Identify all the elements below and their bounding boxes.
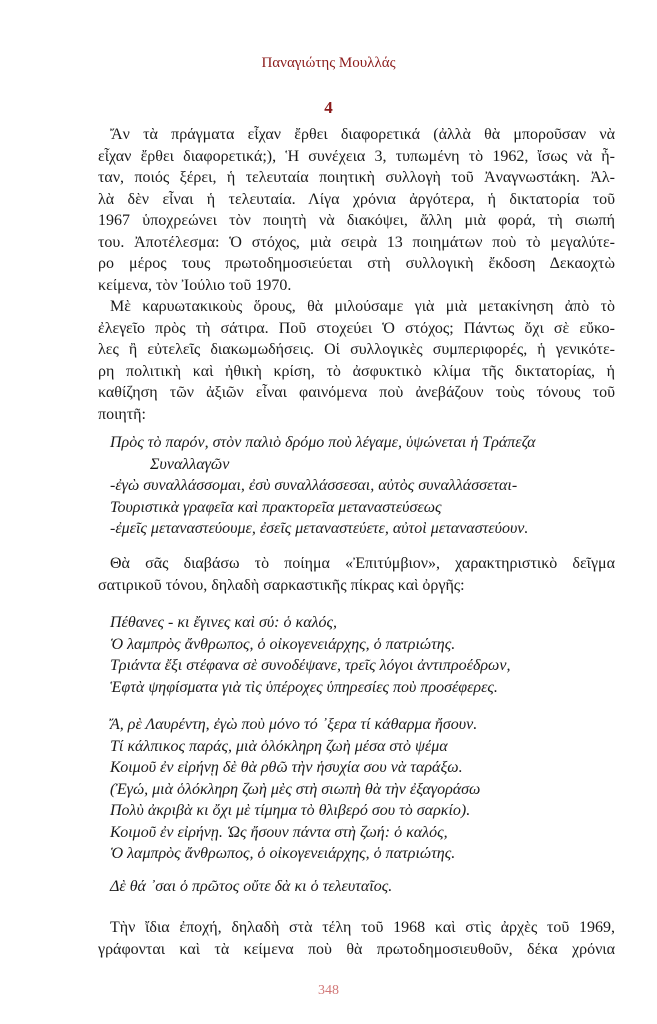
- text-line: λὰ δὲν εἶναι ἡ τελευταία. Λίγα χρόνια ἀργότερα, ἡ δικτατορία τοῦ: [98, 190, 615, 208]
- quoted-poem-epitymvion-stanza-2: [110, 714, 615, 865]
- running-head: Παναγιώτης Μουλλάς: [261, 55, 396, 71]
- quoted-poem-epitymvion-stanza-3: [110, 876, 615, 898]
- section-number: 4: [324, 98, 333, 117]
- text-line: ἐλεγεῖο πρὸς τὴ σάτιρα. Ποῦ στοχεύει Ὁ στόχος; Πάντως ὄχι σὲ εὔκο-: [98, 319, 615, 337]
- poem-line: Ὁ λαμπρὸς ἄνθρωπος, ὁ οἰκογενειάρχης, ὁ πατριώτης.: [110, 845, 456, 862]
- poem-line: (Ἐγώ, μιὰ ὁλόκληρη ζωὴ μὲς στὴ σιωπὴ θὰ τὴν ἐξαγοράσω: [110, 780, 481, 798]
- quoted-poem-epitymvion-stanza-1: [110, 612, 615, 698]
- poem-line: Ὁ λαμπρὸς ἄνθρωπος, ὁ οἰκογενειάρχης, ὁ πατριώτης.: [110, 635, 456, 653]
- paragraph-4: [98, 917, 615, 960]
- text-line: του. Ἀποτέλεσμα: Ὁ στόχος, μιὰ σειρὰ 13 ποιημάτων ποὺ τὸ μεγαλύτε-: [98, 233, 615, 251]
- text-line: ποιητῆ:: [98, 405, 146, 423]
- text-line: ταν, ποιός ξέρει, ἡ τελευταία ποιητικὴ συλλογὴ τοῦ Ἀναγνωστάκη. Ἀλ-: [98, 169, 615, 186]
- text-line: Ἄν τὰ πράγματα εἶχαν ἔρθει διαφορετικά (ἀλλὰ θὰ μποροῦσαν νὰ: [110, 126, 615, 143]
- poem-line: -ἐμεῖς μεταναστεύουμε, ἐσεῖς μεταναστεύετε, αὐτοὶ μεταναστεύουν.: [110, 520, 529, 537]
- poem-line: Πρὸς τὸ παρόν, στὸν παλιὸ δρόμο ποὺ λέγαμε, ὑψώνεται ἡ Τράπεζα: [110, 434, 536, 451]
- text-line: λες ἢ εὐτελεῖς διακωμωδήσεις. Οἱ συλλογικὲς συμπεριφορές, ἡ γενικότε-: [98, 341, 615, 358]
- poem-line: Ἄ, ρὲ Λαυρέντη, ἐγὼ ποὺ μόνο τό ᾽ξερα τί κάθαρμα ἤσουν.: [110, 716, 478, 733]
- text-line: γράφονται καὶ τὰ κείμενα ποὺ θὰ πρωτοδημοσιευθοῦν, δέκα χρόνια: [98, 940, 615, 958]
- text-line: καθίζηση τῶν ἀξιῶν εἶναι φαινόμενα ποὺ ἀνεβάζουν τοὺς τόνους τοῦ: [98, 384, 615, 401]
- poem-line: Τί κάλπικος παράς, μιὰ ὁλόκληρη ζωὴ μέσα στὸ ψέμα: [110, 737, 448, 755]
- quoted-poem-1: [110, 432, 615, 540]
- poem-line: Συναλλαγῶν: [150, 455, 230, 473]
- paragraph-2: [98, 296, 615, 425]
- text-line: σατιρικοῦ τόνου, δηλαδὴ σαρκαστικῆς πίκρας καὶ ὀργῆς:: [98, 576, 465, 594]
- paragraph-1: [98, 124, 615, 296]
- poem-line: Κοιμοῦ ἐν εἰρήνῃ δὲ θὰ ρθῶ τὴν ἡσυχία σου νὰ ταράξω.: [110, 759, 463, 776]
- poem-line: Τουριστικὰ γραφεῖα καὶ πρακτορεῖα μεταναστεύσεως: [110, 498, 442, 516]
- poem-line: Τριάντα ἔξι στέφανα σὲ συνοδέψανε, τρεῖς λόγοι ἀντιπροέδρων,: [110, 657, 511, 674]
- text-line: Τὴν ἴδια ἐποχή, δηλαδὴ στὰ τέλη τοῦ 1968 καὶ στὶς ἀρχὲς τοῦ 1969,: [110, 919, 615, 936]
- poem-line: Πέθανες - κι ἔγινες καὶ σύ: ὁ καλός,: [110, 614, 338, 631]
- text-line: Θὰ σᾶς διαβάσω τὸ ποίημα «Ἐπιτύμβιον», χαρακτηριστικὸ δεῖγμα: [110, 555, 615, 572]
- text-line: ρη πολιτικὴ καὶ ἠθικὴ κρίση, τὸ ἀσφυκτικὸ κλίμα τῆς δικτατορίας, ἡ: [98, 362, 615, 380]
- paragraph-3: [98, 553, 615, 596]
- poem-line: Κοιμοῦ ἐν εἰρήνῃ. Ὡς ἤσουν πάντα στὴ ζωή: ὁ καλός,: [110, 823, 448, 841]
- page-number: 348: [318, 983, 339, 998]
- poem-line: Πολὺ ἀκριβὰ κι ὄχι μὲ τίμημα τὸ θλιβερό σου τὸ σαρκίο).: [110, 802, 471, 819]
- text-line: Μὲ καρυωτακικοὺς ὅρους, θὰ μιλούσαμε γιὰ μιὰ μετακίνηση ἀπὸ τὸ: [110, 298, 615, 315]
- poem-line: Δὲ θά ᾽σαι ὁ πρῶτος οὔτε δὰ κι ὁ τελευταῖος.: [110, 878, 393, 895]
- text-line: κείμενα, τὸν Ἰούλιο τοῦ 1970.: [98, 276, 292, 294]
- poem-line: -ἐγὼ συναλλάσσομαι, ἐσὺ συναλλάσσεσαι, αὐτὸς συναλλάσσεται-: [110, 477, 518, 494]
- text-line: εἶχαν ἔρθει διαφορετικά;), Ἡ συνέχεια 3, τυπωμένη τὸ 1962, ἴσως νὰ ἦ-: [98, 147, 615, 165]
- poem-line: Ἑφτὰ ψηφίσματα γιὰ τὶς ὑπέροχες ὑπηρεσίες ποὺ προσέφερες.: [110, 678, 498, 696]
- text-line: 1967 ὑποχρεώνει τὸν ποιητὴ νὰ διακόψει, ἄλλη μιὰ φορά, τὴ σιωπή: [98, 212, 615, 229]
- text-line: ρο μέρος τους πρωτοδημοσιεύεται στὴ συλλογικὴ ἔκδοση Δεκαοχτὼ: [98, 255, 615, 272]
